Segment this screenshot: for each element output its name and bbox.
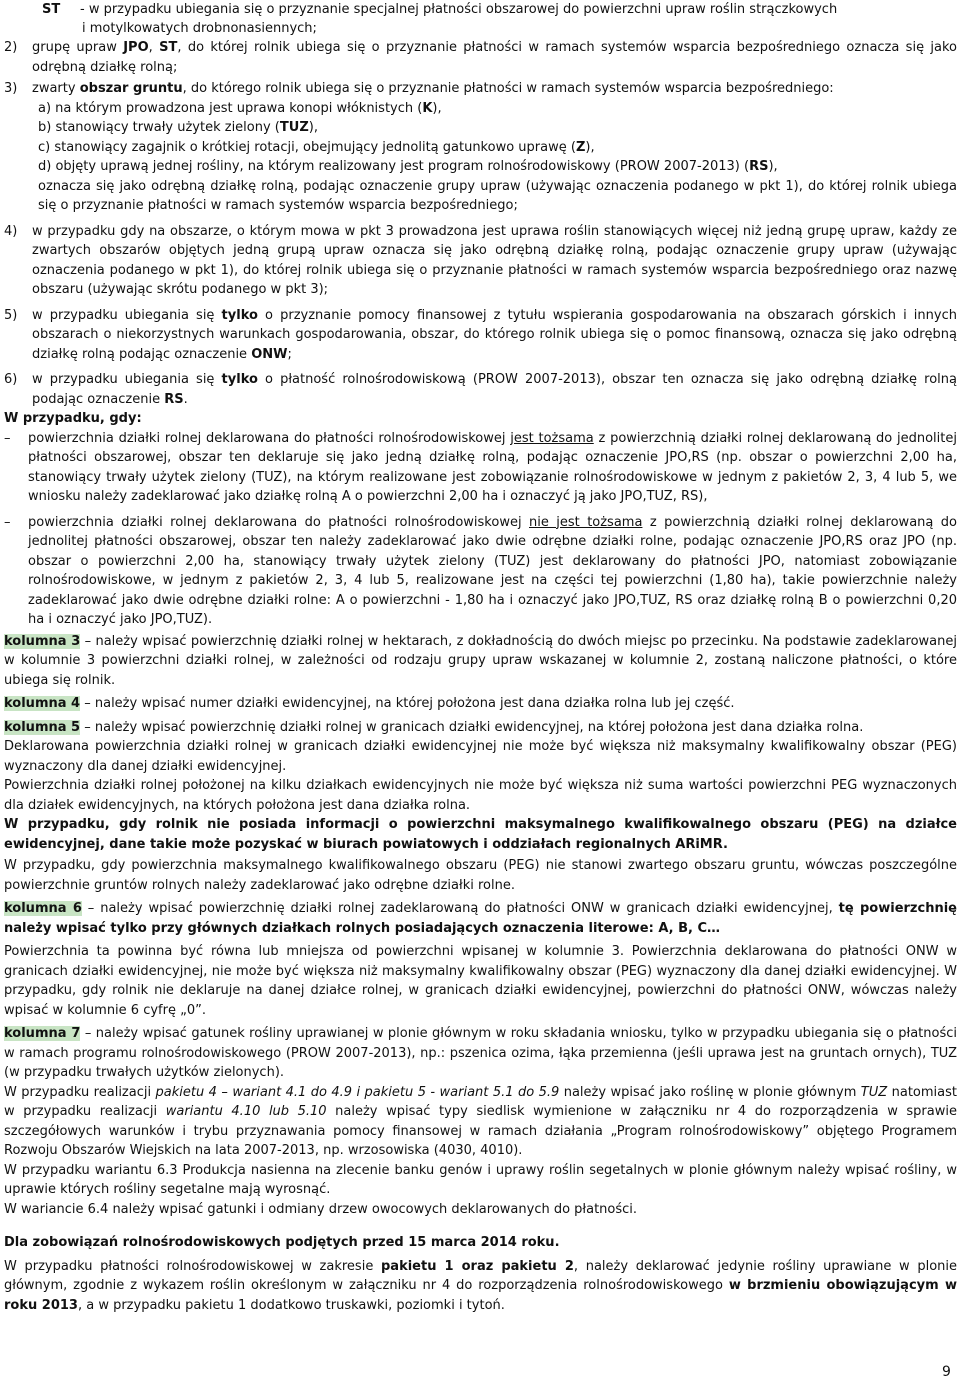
st-text: - w przypadku ubiegania się o przyznanie specjalnej płatności obszarowej do powierzchni upraw roślin strączkowych [80, 2, 838, 17]
paragraph-wariant-64: W wariancie 6.4 należy wpisać gatunki i odmiany drzew owocowych deklarowanych do płatności. [4, 1201, 638, 1217]
sub-item-b: b) stanowiący trwały użytek zielony (TUZ), [38, 120, 318, 135]
document-page [4, 0, 957, 1315]
kolumna-4-label: kolumna 4 [4, 696, 81, 711]
heading-zobowiazania: Dla zobowiązań rolnośrodowiskowych podjętych przed 15 marca 2014 roku. [4, 1235, 560, 1250]
paragraph-peg-info: W przypadku, gdy rolnik nie posiada informacji o powierzchni maksymalnego kwalifikowalnego obszaru (PEG) na działce ewidencyjnej, dane takie może pozyskać w biurach powiatowych i oddziałach regionalnych ARiMR. [4, 817, 957, 852]
paragraph-wariant-63: W przypadku wariantu 6.3 Produkcja nasienna na zlecenie banku genów i uprawy roślin segetalnych w plonie głównym należy wpisać rośliny, w uprawie których rośliny segetalne mają wyrosnąć. [4, 1162, 957, 1197]
item-number: 5) [4, 307, 18, 323]
kolumna-5-label: kolumna 5 [4, 719, 81, 735]
st-line [4, 0, 957, 19]
sub-item-d: d) objęty uprawą jednej rośliny, na którym realizowany jest program rolnośrodowiskowy (PROW 2007-2013) (RS), [38, 159, 778, 174]
st-code: ST [42, 2, 61, 17]
kolumna-6-paragraph: kolumna 6 – należy wpisać powierzchnię działki rolnej zadeklarowaną do płatności ONW w granicach działki ewidencyjnej, tę powierzchnię należy wpisać tylko przy głównych działkach rolnych posiadających oznaczenia literowe: A, B, C… [4, 901, 957, 936]
item-3-tail: oznacza się jako odrębną działkę rolną, podając oznaczenie grupy upraw (używając oznaczenia podanego w pkt 1), do której rolnik ubiega się o przyznanie płatności w ramach systemów wsparcia bezpośredniego; [38, 178, 957, 213]
dash-text: powierzchnia działki rolnej deklarowana do płatności rolnośrodowiskowej nie jest tożsama z powierzchnią działki rolnej deklarowaną do jednolitej płatności obszarowej, obszar ten należy zadeklarować jako dwie odrębne działki rolne, podając oznaczenie JPO,RS oraz JPO (np. obszar o powierzchni 2,00 ha, stanowiący trwały użytek zielony (TUZ) jest deklarowany do płatności JPO, natomiast zobowiązanie rolnośrodowiskowe, w jednym z pakietów 2, 3, 4 lub 5, realizowane jest na części tej powierzchni (1,80 ha), takie powierzchnie należy zadeklarować jako dwie odrębne działki rolne: A o powierzchni - 1,80 ha i oznaczyć jako JPO,TUZ, RS oraz działkę rolną B o powierzchni 0,20 ha i oznaczyć jako JPO,TUZ). [28, 514, 957, 627]
list-item-5 [4, 306, 957, 365]
kolumna-7-paragraph: kolumna 7 – należy wpisać gatunek rośliny uprawianej w plonie głównym w roku składania wniosku, tylko w przypadku ubiegania się o płatności w ramach programu rolnośrodowiskowego (PROW 2007-2013), np.: pszenica ozima, łąka przemienna (jeśli uprawa jest na gruntach ornych), TUZ (w przypadku trwałych użytków zielonych). [4, 1026, 957, 1080]
paragraph-powierzchnia: Powierzchnia działki rolnej położonej na kilku działkach ewidencyjnych nie może być większa niż suma wartości powierzchni PEG wyznaczonych dla działek ewidencyjnych, na których położona jest dana działka rolna. [4, 778, 957, 813]
dash-item-1 [4, 429, 957, 507]
section-heading-gdy: W przypadku, gdy: [4, 411, 142, 426]
paragraph-deklarowana: Deklarowana powierzchnia działki rolnej w granicach działki ewidencyjnej nie może być większa niż maksymalny kwalifikowalny obszar (PEG) wyznaczony dla danej działki ewidencyjnej. [4, 739, 957, 774]
kolumna-7-label: kolumna 7 [4, 1026, 81, 1041]
list-item-2 [4, 38, 957, 77]
item-text: w przypadku gdy na obszarze, o którym mowa w pkt 3 prowadzona jest uprawa roślin stanowiących więcej niż jedną grupę upraw, każdy ze zwartych obszarów objętych jedną grupą upraw oznacza się jako odrębną działkę rolną, podając oznaczenie grupy upraw (używając oznaczenia podanego w pkt 1), do której rolnik ubiega się o przyznanie płatności w ramach systemów wsparcia bezpośredniego oraz nazwę obszaru (używając skrótu podanego w pkt 3); [32, 223, 957, 297]
item-text: w przypadku ubiegania się tylko o płatność rolnośrodowiskową (PROW 2007-2013), obszar ten oznacza się jako odrębną działkę rolną podając oznaczenie RS. [32, 372, 957, 407]
dash-bullet: – [4, 430, 11, 446]
kolumna-3-paragraph: kolumna 3 – należy wpisać powierzchnię działki rolnej w hektarach, z dokładnością do dwóch miejsc po przecinku. Na podstawie zadeklarowanej w kolumnie 3 powierzchni działki rolnej, w zależności od rodzaju grupy upraw wskazanej w kolumnie 2, zostaną naliczone płatności, o które ubiega się rolnik. [4, 633, 957, 688]
st-text-cont: i motylkowatych drobnonasiennych; [82, 21, 317, 36]
item-number: 4) [4, 223, 18, 239]
sub-item-a: a) na którym prowadzona jest uprawa konopi włóknistych (K), [38, 100, 442, 116]
paragraph-pakiet-1-2: W przypadku płatności rolnośrodowiskowej w zakresie pakietu 1 oraz pakietu 2, należy deklarować jedynie rośliny uprawiane w plonie głównym, zgodnie z wykazem roślin określonym w załączniku nr 4 do rozporządzenia rolnośrodowiskowego w brzmieniu obowiązującym w roku 2013, a w przypadku pakietu 1 dodatkowo truskawki, poziomki i tytoń. [4, 1258, 958, 1313]
item-number: 3) [4, 81, 18, 96]
list-item-3 [4, 79, 957, 99]
kolumna-5-paragraph: kolumna 5 – należy wpisać powierzchnię działki rolnej w granicach działki ewidencyjnej, na której położona jest dana działka rolna. [4, 719, 864, 735]
item-number: 2) [4, 40, 18, 55]
kolumna-6-label: kolumna 6 [4, 901, 82, 916]
dash-bullet: – [4, 514, 11, 530]
item-text: grupę upraw JPO, ST, do której rolnik ubiega się o przyznanie płatności w ramach systemów wsparcia bezpośredniego oznacza się jako odrębną działkę rolną; [32, 40, 958, 75]
paragraph-onw: Powierzchnia ta powinna być równa lub mniejsza od powierzchni wpisanej w kolumnie 3. Powierzchnia deklarowana do płatności ONW w granicach działki ewidencyjnej, nie może być większa niż maksymalny kwalifikowalny obszar (PEG) wyznaczony dla danej działki ewidencyjnej. W przypadku, gdy rolnik nie deklaruje na danej działce rolnej, w granicach działki ewidencyjnej, powierzchni do płatności ONW, wówczas należy wpisać w kolumnie 6 cyfrę „0”. [4, 944, 957, 1018]
item-number: 6) [4, 372, 18, 387]
item-text: zwarty obszar gruntu, do którego rolnik ubiega się o przyznanie płatności w ramach systemów wsparcia bezpośredniego: [32, 81, 834, 96]
paragraph-pakiet: W przypadku realizacji pakietu 4 – wariant 4.1 do 4.9 i pakietu 5 - wariant 5.1 do 5.9 należy wpisać jako roślinę w plonie głównym TUZ natomiast w przypadku realizacji wariantu 4.10 lub 5.10 należy wpisać typy siedlisk wymienione w załączniku nr 4 do rozporządzenia w sprawie szczegółowych warunków i trybu przyznawania pomocy finansowej w ramach działania „Program rolnośrodowiskowy” objętego Programem Rozwoju Obszarów Wiejskich na lata 2007-2013, np. wrzosowiska (4030, 4010). [4, 1084, 957, 1158]
item-text: w przypadku ubiegania się tylko o przyznanie pomocy finansowej z tytułu wspierania gospodarowania na obszarach górskich i innych obszarach o niekorzystnych warunkach gospodarowania, obszar, do którego rolnik ubiega się o pomoc finansową, oznacza się jako odrębną działkę rolną podając oznaczenie ONW; [32, 307, 957, 362]
kolumna-3-label: kolumna 3 [4, 633, 81, 649]
dash-item-2 [4, 513, 957, 630]
sub-item-c: c) stanowiący zagajnik o krótkiej rotacji, obejmujący jednolitą gatunkowo uprawę (Z), [38, 139, 595, 155]
list-item-4 [4, 222, 957, 300]
list-item-6 [4, 370, 957, 409]
paragraph-peg: W przypadku, gdy powierzchnia maksymalnego kwalifikowalnego obszaru (PEG) nie stanowi zwartego obszaru gruntu, wówczas poszczególne powierzchnie gruntów rolnych należy zadeklarować jako odrębne działki rolne. [4, 858, 957, 893]
page-number: 9 [942, 1364, 951, 1380]
sub-list [4, 99, 957, 177]
dash-text: powierzchnia działki rolnej deklarowana do płatności rolnośrodowiskowej jest tożsama z powierzchnią działki rolnej deklarowaną do jednolitej płatności obszarowej, obszar ten deklaruje się jako jedną działkę rolną, podając oznaczenie JPO,RS (np. obszar o powierzchni 2,00 ha, stanowiący trwały użytek zielony (TUZ), na którym realizowane jest zobowiązanie rolnośrodowiskowe w jednym z pakietów 2, 3, 4 lub 5, we wniosku należy zadeklarować jako działkę rolną A o powierzchni 2,00 ha i oznaczyć ją jako JPO,TUZ, RS), [28, 430, 957, 504]
kolumna-4-paragraph: kolumna 4 – należy wpisać numer działki ewidencyjnej, na której położona jest dana działka rolna lub jej część. [4, 696, 735, 711]
